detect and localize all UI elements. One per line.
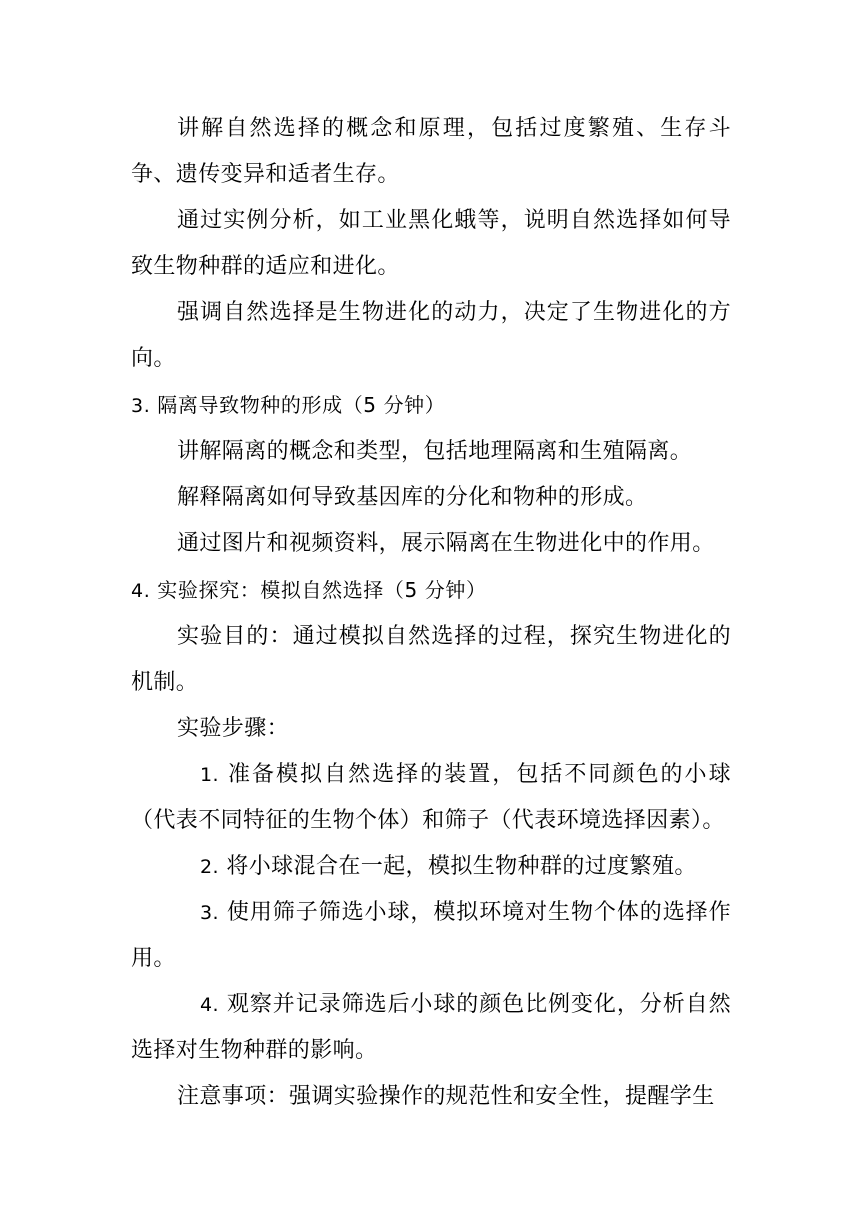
section-3-title: 隔离导致物种的形成（5 分钟） [157, 393, 446, 417]
section-4-number: 4. [131, 580, 151, 602]
step-number: 1. [200, 764, 219, 786]
experiment-step [131, 982, 731, 1074]
section-3-number: 3. [131, 395, 151, 417]
section-3-item: 讲解隔离的概念和类型，包括地理隔离和生殖隔离。 [177, 439, 693, 464]
step-text: 观察并记录筛选后小球的颜色比例变化，分析自然选择对生物种群的影响。 [131, 992, 731, 1063]
experiment-notes: 注意事项：强调实验操作的规范性和安全性，提醒学生 [177, 1084, 715, 1109]
experiment-step [131, 890, 731, 982]
step-number: 4. [200, 994, 219, 1016]
experiment-step [131, 752, 731, 844]
section-3-heading [131, 382, 731, 429]
step-text: 将小球混合在一起，模拟生物种群的过度繁殖。 [226, 854, 697, 879]
section-4-heading [131, 567, 731, 614]
paragraph-example-analysis: 通过实例分析，如工业黑化蛾等，说明自然选择如何导致生物种群的适应和进化。 [131, 208, 731, 279]
paragraph-natural-selection-concept: 讲解自然选择的概念和原理，包括过度繁殖、生存斗争、遗传变异和适者生存。 [131, 116, 731, 187]
section-3-item: 通过图片和视频资料，展示隔离在生物进化中的作用。 [177, 531, 715, 556]
step-text: 使用筛子筛选小球，模拟环境对生物个体的选择作用。 [131, 900, 731, 971]
step-text: 准备模拟自然选择的装置，包括不同颜色的小球（代表不同特征的生物个体）和筛子（代表环境选择因素）。 [131, 762, 731, 833]
section-4-title: 实验探究：模拟自然选择（5 分钟） [157, 578, 487, 602]
experiment-purpose: 实验目的：通过模拟自然选择的过程，探究生物进化的机制。 [131, 624, 731, 695]
section-3-item: 解释隔离如何导致基因库的分化和物种的形成。 [177, 485, 648, 510]
step-number: 2. [200, 856, 219, 878]
document-page [131, 106, 731, 1120]
step-number: 3. [200, 902, 219, 924]
experiment-step [131, 844, 731, 890]
experiment-steps-label: 实验步骤： [177, 716, 290, 741]
paragraph-evolution-driver: 强调自然选择是生物进化的动力，决定了生物进化的方向。 [131, 300, 731, 371]
